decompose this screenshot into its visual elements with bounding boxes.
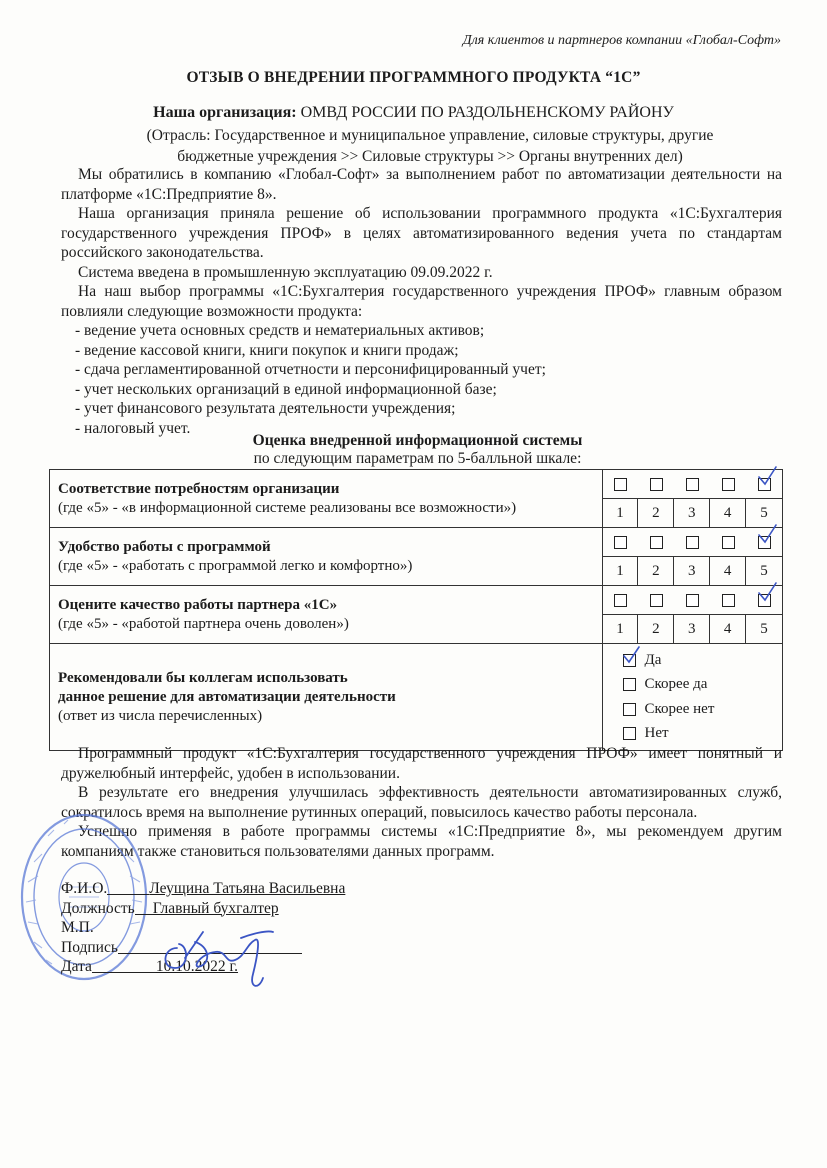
- criterion-row: [50, 528, 783, 586]
- recommend-option-label: Нет: [644, 725, 669, 742]
- score-number: 5: [746, 498, 782, 527]
- checkbox-square: [650, 536, 663, 549]
- score-number: 5: [746, 614, 782, 643]
- score-checkbox-3[interactable]: [674, 586, 710, 614]
- score-number: 2: [638, 498, 674, 527]
- score-grid: [603, 586, 782, 643]
- feature-item: - сдача регламентированной отчетности и персонифицированный учет;: [75, 361, 546, 378]
- fio-value: Леущина Татьяна Васильевна: [149, 880, 346, 897]
- fio-underline: [107, 879, 149, 895]
- checkbox-square: [614, 594, 627, 607]
- score-checkbox-2[interactable]: [638, 586, 674, 614]
- industry-description: [100, 125, 760, 167]
- recommend-option-label: Скорее нет: [644, 700, 715, 717]
- score-checkbox-1[interactable]: [603, 528, 639, 556]
- criterion-title: Соответствие потребностям организации: [58, 480, 340, 497]
- score-number: 4: [710, 614, 746, 643]
- recommend-option[interactable]: [623, 722, 782, 747]
- feature-item: - ведение кассовой книги, книги покупок и книги продаж;: [75, 341, 459, 359]
- date-underline: [92, 957, 156, 973]
- date-label: Дата: [61, 958, 92, 975]
- checkbox-square: [686, 594, 699, 607]
- criterion-row: [50, 470, 783, 528]
- checkbox-square: [650, 478, 663, 491]
- checkbox-square: [650, 594, 663, 607]
- checkbox-square: [722, 478, 735, 491]
- industry-line-1: (Отрасль: Государственное и муниципальное управление, силовые структуры, другие: [146, 127, 714, 144]
- position-row: [61, 899, 345, 919]
- recommend-option[interactable]: [623, 673, 782, 698]
- evaluation-heading: [0, 432, 827, 468]
- checkbox-square: [614, 478, 627, 491]
- intro-paragraph-3: Система введена в промышленную эксплуатацию 09.09.2022 г.: [78, 263, 493, 281]
- criterion-title: Удобство работы с программой: [58, 538, 271, 555]
- recommend-row: [50, 644, 783, 751]
- score-number: 2: [638, 556, 674, 585]
- handwritten-signature: [155, 918, 280, 996]
- score-checkbox-1[interactable]: [603, 586, 639, 614]
- score-number: 2: [638, 614, 674, 643]
- outro-paragraph-2: В результате его внедрения улучшилась эффективность деятельности автоматизированных служб, сократилось время на выполнение рутинных операций, повысилось качество работы персонала.: [61, 784, 782, 821]
- feature-item: - налоговый учет.: [75, 419, 191, 437]
- date-value: 10.10.2022 г.: [155, 958, 239, 975]
- outro-paragraph-3: Успешно применяя в работе программы системы «1С:Предприятие 8», мы рекомендуем другим компаниям также становиться пользователями данных программ.: [61, 823, 782, 860]
- checkbox-square: [722, 536, 735, 549]
- mp-label: М.П.: [61, 919, 94, 936]
- score-checkbox-2[interactable]: [638, 528, 674, 556]
- feature-item: - ведение учета основных средств и нематериальных активов;: [75, 322, 485, 339]
- recommend-question-cell: [50, 644, 603, 751]
- position-label: Должность: [61, 899, 135, 917]
- checkbox-square: [614, 536, 627, 549]
- criterion-cell: [50, 586, 603, 644]
- criterion-hint: (где «5» - «в информационной системе реализованы все возможности»): [58, 499, 517, 516]
- criterion-row: [50, 586, 783, 644]
- check-mark-icon: [756, 524, 778, 548]
- score-number: 3: [674, 556, 710, 585]
- evaluation-title: Оценка внедренной информационной системы: [252, 432, 583, 449]
- header-note: Для клиентов и партнеров компании «Глобал-Софт»: [462, 33, 781, 48]
- score-number: 1: [603, 498, 639, 527]
- position-underline: [135, 899, 153, 915]
- score-grid: [603, 528, 782, 585]
- outro-text: [61, 744, 782, 861]
- recommend-title-line-1: Рекомендовали бы коллегам использовать: [58, 669, 348, 686]
- check-mark-icon: [756, 466, 778, 490]
- score-checkbox-3[interactable]: [674, 528, 710, 556]
- score-checkbox-5[interactable]: [746, 586, 782, 614]
- criterion-cell: [50, 470, 603, 528]
- score-grid: [603, 470, 782, 527]
- score-cell: [602, 586, 782, 644]
- score-checkbox-4[interactable]: [710, 586, 746, 614]
- recommend-options: [603, 644, 782, 750]
- criterion-hint: (где «5» - «работать с программой легко и комфортно»): [58, 557, 413, 574]
- recommend-option[interactable]: [623, 648, 782, 673]
- fio-label: Ф.И.О.: [61, 880, 108, 897]
- score-number: 3: [674, 614, 710, 643]
- score-cell: [602, 528, 782, 586]
- organization-line: [0, 104, 827, 122]
- evaluation-subtitle: по следующим параметрам по 5-балльной шкале:: [253, 450, 582, 467]
- checkbox-square: [623, 727, 636, 740]
- recommend-title-line-2: данное решение для автоматизации деятельности: [58, 688, 396, 705]
- criterion-cell: [50, 528, 603, 586]
- score-number: 3: [674, 498, 710, 527]
- score-number: 1: [603, 614, 639, 643]
- score-checkbox-5[interactable]: [746, 528, 782, 556]
- score-checkbox-2[interactable]: [638, 470, 674, 498]
- recommend-hint: (ответ из числа перечисленных): [58, 707, 263, 724]
- feature-item: - учет нескольких организаций в единой информационной базе;: [75, 380, 497, 398]
- industry-line-2: бюджетные учреждения >> Силовые структуры >> Органы внутренних дел): [177, 148, 683, 165]
- score-number: 1: [603, 556, 639, 585]
- intro-paragraph-4: На наш выбор программы «1С:Бухгалтерия государственного учреждения ПРОФ» главным образом повлияли следующие возможности продукта:: [61, 283, 782, 320]
- intro-paragraph-2: Наша организация приняла решение об использовании программного продукта «1С:Бухгалтерия государственного учреждения ПРОФ» в целях автоматизированного ведения учета по стандартам российского законодательства.: [61, 205, 782, 261]
- intro-text: [61, 165, 782, 438]
- score-checkbox-4[interactable]: [710, 470, 746, 498]
- fio-row: [61, 879, 345, 899]
- recommend-option-label: Да: [644, 651, 662, 668]
- score-number: 5: [746, 556, 782, 585]
- score-number: 4: [710, 556, 746, 585]
- check-mark-icon: [756, 582, 778, 606]
- score-checkbox-1[interactable]: [603, 470, 639, 498]
- organization-name: ОМВД РОССИИ ПО РАЗДОЛЬНЕНСКОМУ РАЙОНУ: [300, 104, 674, 121]
- score-cell: [602, 470, 782, 528]
- score-number: 4: [710, 498, 746, 527]
- recommend-option-label: Скорее да: [644, 676, 708, 693]
- checkbox-square: [686, 478, 699, 491]
- checkbox-square: [623, 703, 636, 716]
- checkbox-square: [686, 536, 699, 549]
- organization-label: Наша организация:: [153, 104, 297, 121]
- intro-paragraph-1: Мы обратились в компанию «Глобал-Софт» за выполнением работ по автоматизации деятельности на платформе «1С:Предприятие 8».: [61, 166, 782, 203]
- evaluation-table: [49, 469, 783, 751]
- score-checkbox-3[interactable]: [674, 470, 710, 498]
- criterion-title: Оцените качество работы партнера «1С»: [58, 596, 338, 613]
- feature-item: - учет финансового результата деятельности учреждения;: [75, 400, 456, 417]
- score-checkbox-5[interactable]: [746, 470, 782, 498]
- checkbox-square: [722, 594, 735, 607]
- score-checkbox-4[interactable]: [710, 528, 746, 556]
- checkbox-square: [623, 678, 636, 691]
- sign-label: Подпись: [61, 938, 118, 956]
- check-mark-icon: [621, 646, 641, 668]
- document-title: ОТЗЫВ О ВНЕДРЕНИИ ПРОГРАММНОГО ПРОДУКТА “1С”: [186, 69, 641, 86]
- recommend-options-cell: [602, 644, 782, 751]
- recommend-option[interactable]: [623, 697, 782, 722]
- position-value: Главный бухгалтер: [152, 899, 279, 917]
- outro-paragraph-1: Программный продукт «1С:Бухгалтерия государственного учреждения ПРОФ» имеет понятный и дружелюбный интерфейс, удобен в использовании.: [61, 745, 782, 782]
- criterion-hint: (где «5» - «работой партнера очень доволен»): [58, 615, 349, 632]
